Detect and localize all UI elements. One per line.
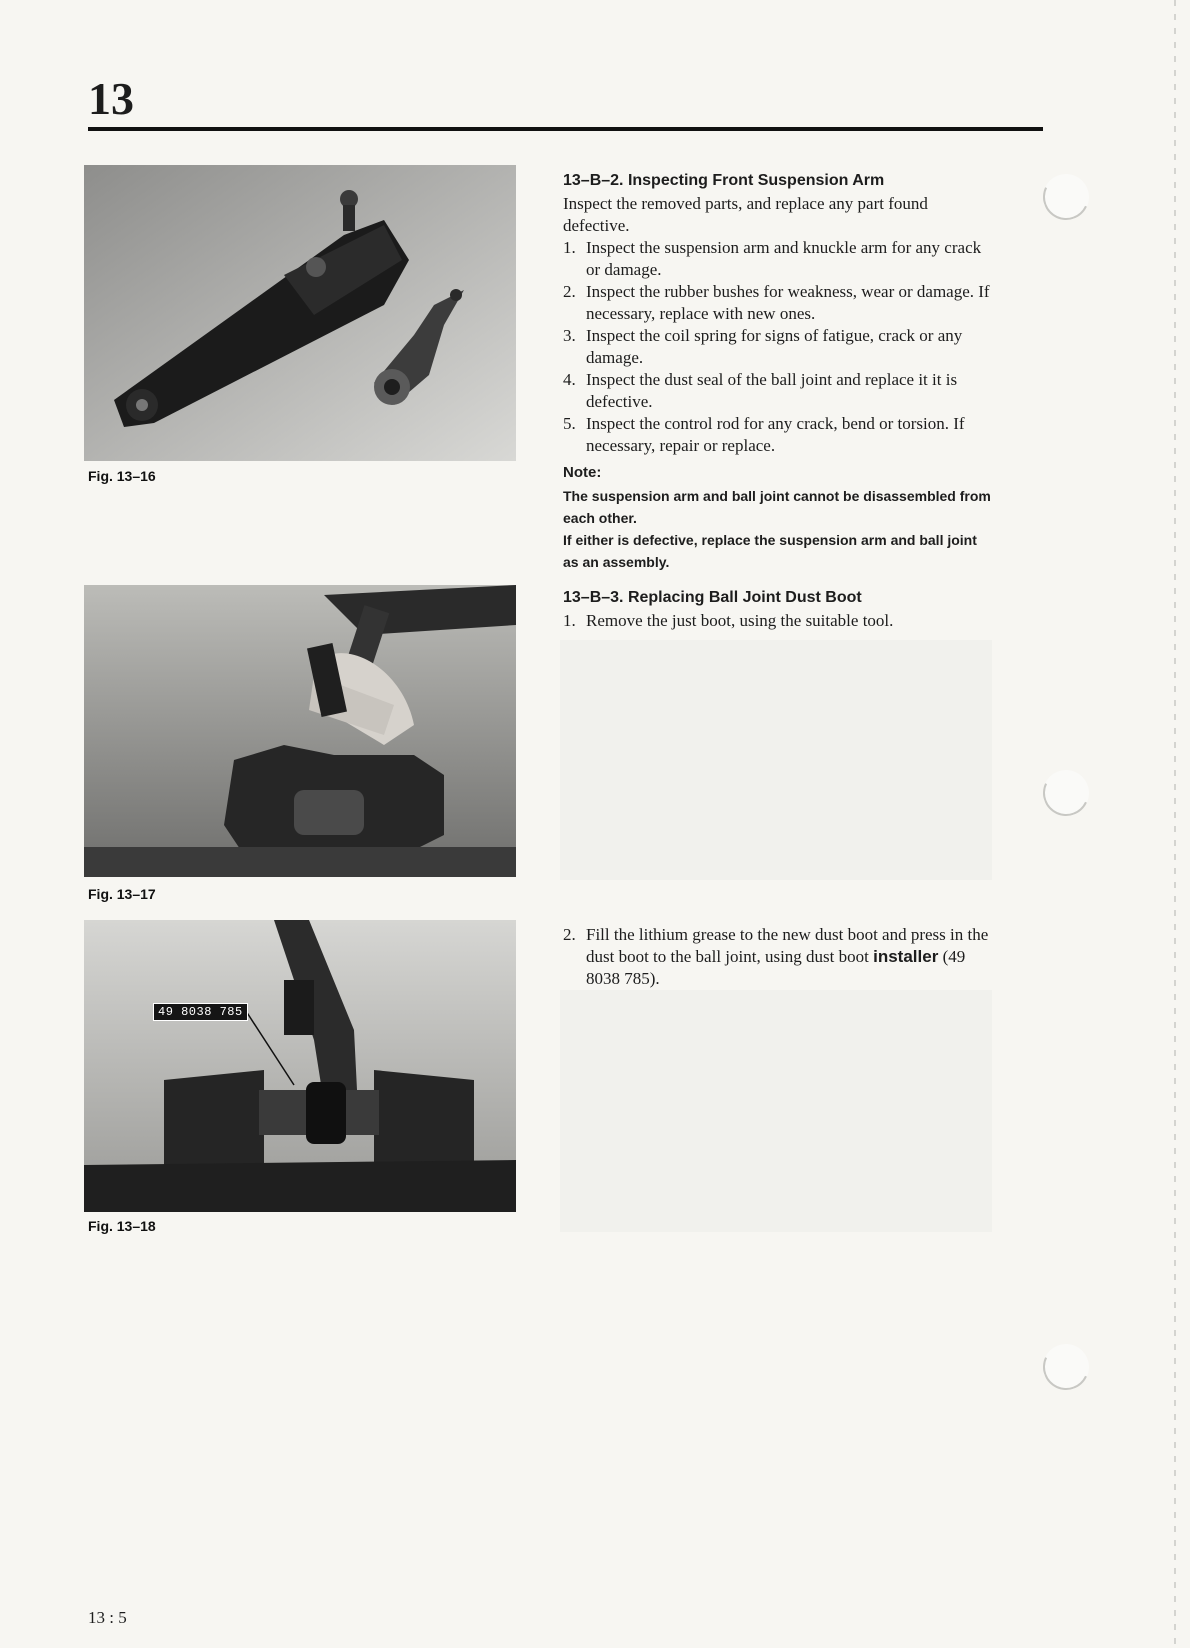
figure-13-17-photo: [84, 585, 516, 877]
step-text: Inspect the dust seal of the ball joint and replace it it is defective.: [586, 370, 958, 411]
figure-13-18-label: Fig. 13–18: [88, 1218, 156, 1234]
section-13-b-3: [563, 589, 995, 632]
note-block: [563, 464, 995, 573]
tool-callout-label: 49 8038 785: [153, 1003, 248, 1021]
step-number: 4.: [563, 370, 576, 389]
show-through-area-right-bottom: [560, 990, 992, 1232]
replacement-step: [563, 610, 995, 632]
chapter-number: 13: [88, 73, 134, 124]
step-number: 3.: [563, 326, 576, 345]
step-number: 5.: [563, 414, 576, 433]
step-text: Inspect the control rod for any crack, bend or torsion. If necessary, repair or replace.: [586, 414, 965, 455]
step-text-bold: installer: [873, 947, 939, 966]
step-text: Remove the just boot, using the suitable tool.: [586, 611, 894, 630]
show-through-area-right-top: [560, 640, 992, 880]
page-number: 13 : 5: [88, 1608, 127, 1627]
figure-13-16-label: Fig. 13–16: [88, 468, 156, 484]
figure-13-17-label: Fig. 13–17: [88, 886, 156, 902]
step-text-b: (49 8038 785).: [586, 947, 966, 988]
replacement-step: [563, 924, 995, 990]
step-number: 1.: [563, 238, 576, 257]
figure-13-18-photo: [84, 920, 516, 1212]
note-line-2: If either is defective, replace the suspension arm and ball joint as an assembly.: [563, 532, 977, 570]
section-13-b-3-step-2-block: [563, 924, 995, 990]
step-text: Inspect the suspension arm and knuckle arm for any crack or damage.: [586, 238, 982, 279]
step-text: Inspect the rubber bushes for weakness, wear or damage. If necessary, replace with new ones.: [586, 282, 990, 323]
section-13-b-2-intro: Inspect the removed parts, and replace any part found defective.: [563, 194, 928, 235]
section-13-b-2-title: 13–B–2. Inspecting Front Suspension Arm: [563, 172, 885, 189]
header-rule: [88, 127, 1043, 131]
inspection-step: [563, 325, 995, 369]
note-line-1: The suspension arm and ball joint cannot be disassembled from each other.: [563, 488, 991, 526]
section-13-b-3-step-1: [563, 610, 995, 632]
inspection-step: [563, 413, 995, 457]
page-edge: [1174, 0, 1176, 1648]
binder-hole-bottom: [1037, 1338, 1096, 1397]
step-text-a: Fill the lithium grease to the new dust boot and press in the dust boot to the ball joint, using dust boot: [586, 925, 989, 966]
binder-hole-middle: [1037, 764, 1096, 823]
inspection-step: [563, 281, 995, 325]
step-number: 2.: [563, 925, 576, 944]
section-13-b-2-steps: [563, 237, 995, 457]
step-text: Inspect the coil spring for signs of fatigue, crack or any damage.: [586, 326, 963, 367]
section-13-b-3-title: 13–B–3. Replacing Ball Joint Dust Boot: [563, 589, 862, 606]
step-number: 1.: [563, 611, 576, 630]
inspection-step: [563, 237, 995, 281]
section-13-b-3-step-2: [563, 924, 995, 990]
section-13-b-2: [563, 172, 995, 457]
binder-hole-top: [1037, 168, 1096, 227]
figure-13-16-photo: [84, 165, 516, 461]
inspection-step: [563, 369, 995, 413]
note-heading: Note:: [563, 464, 602, 481]
step-number: 2.: [563, 282, 576, 301]
